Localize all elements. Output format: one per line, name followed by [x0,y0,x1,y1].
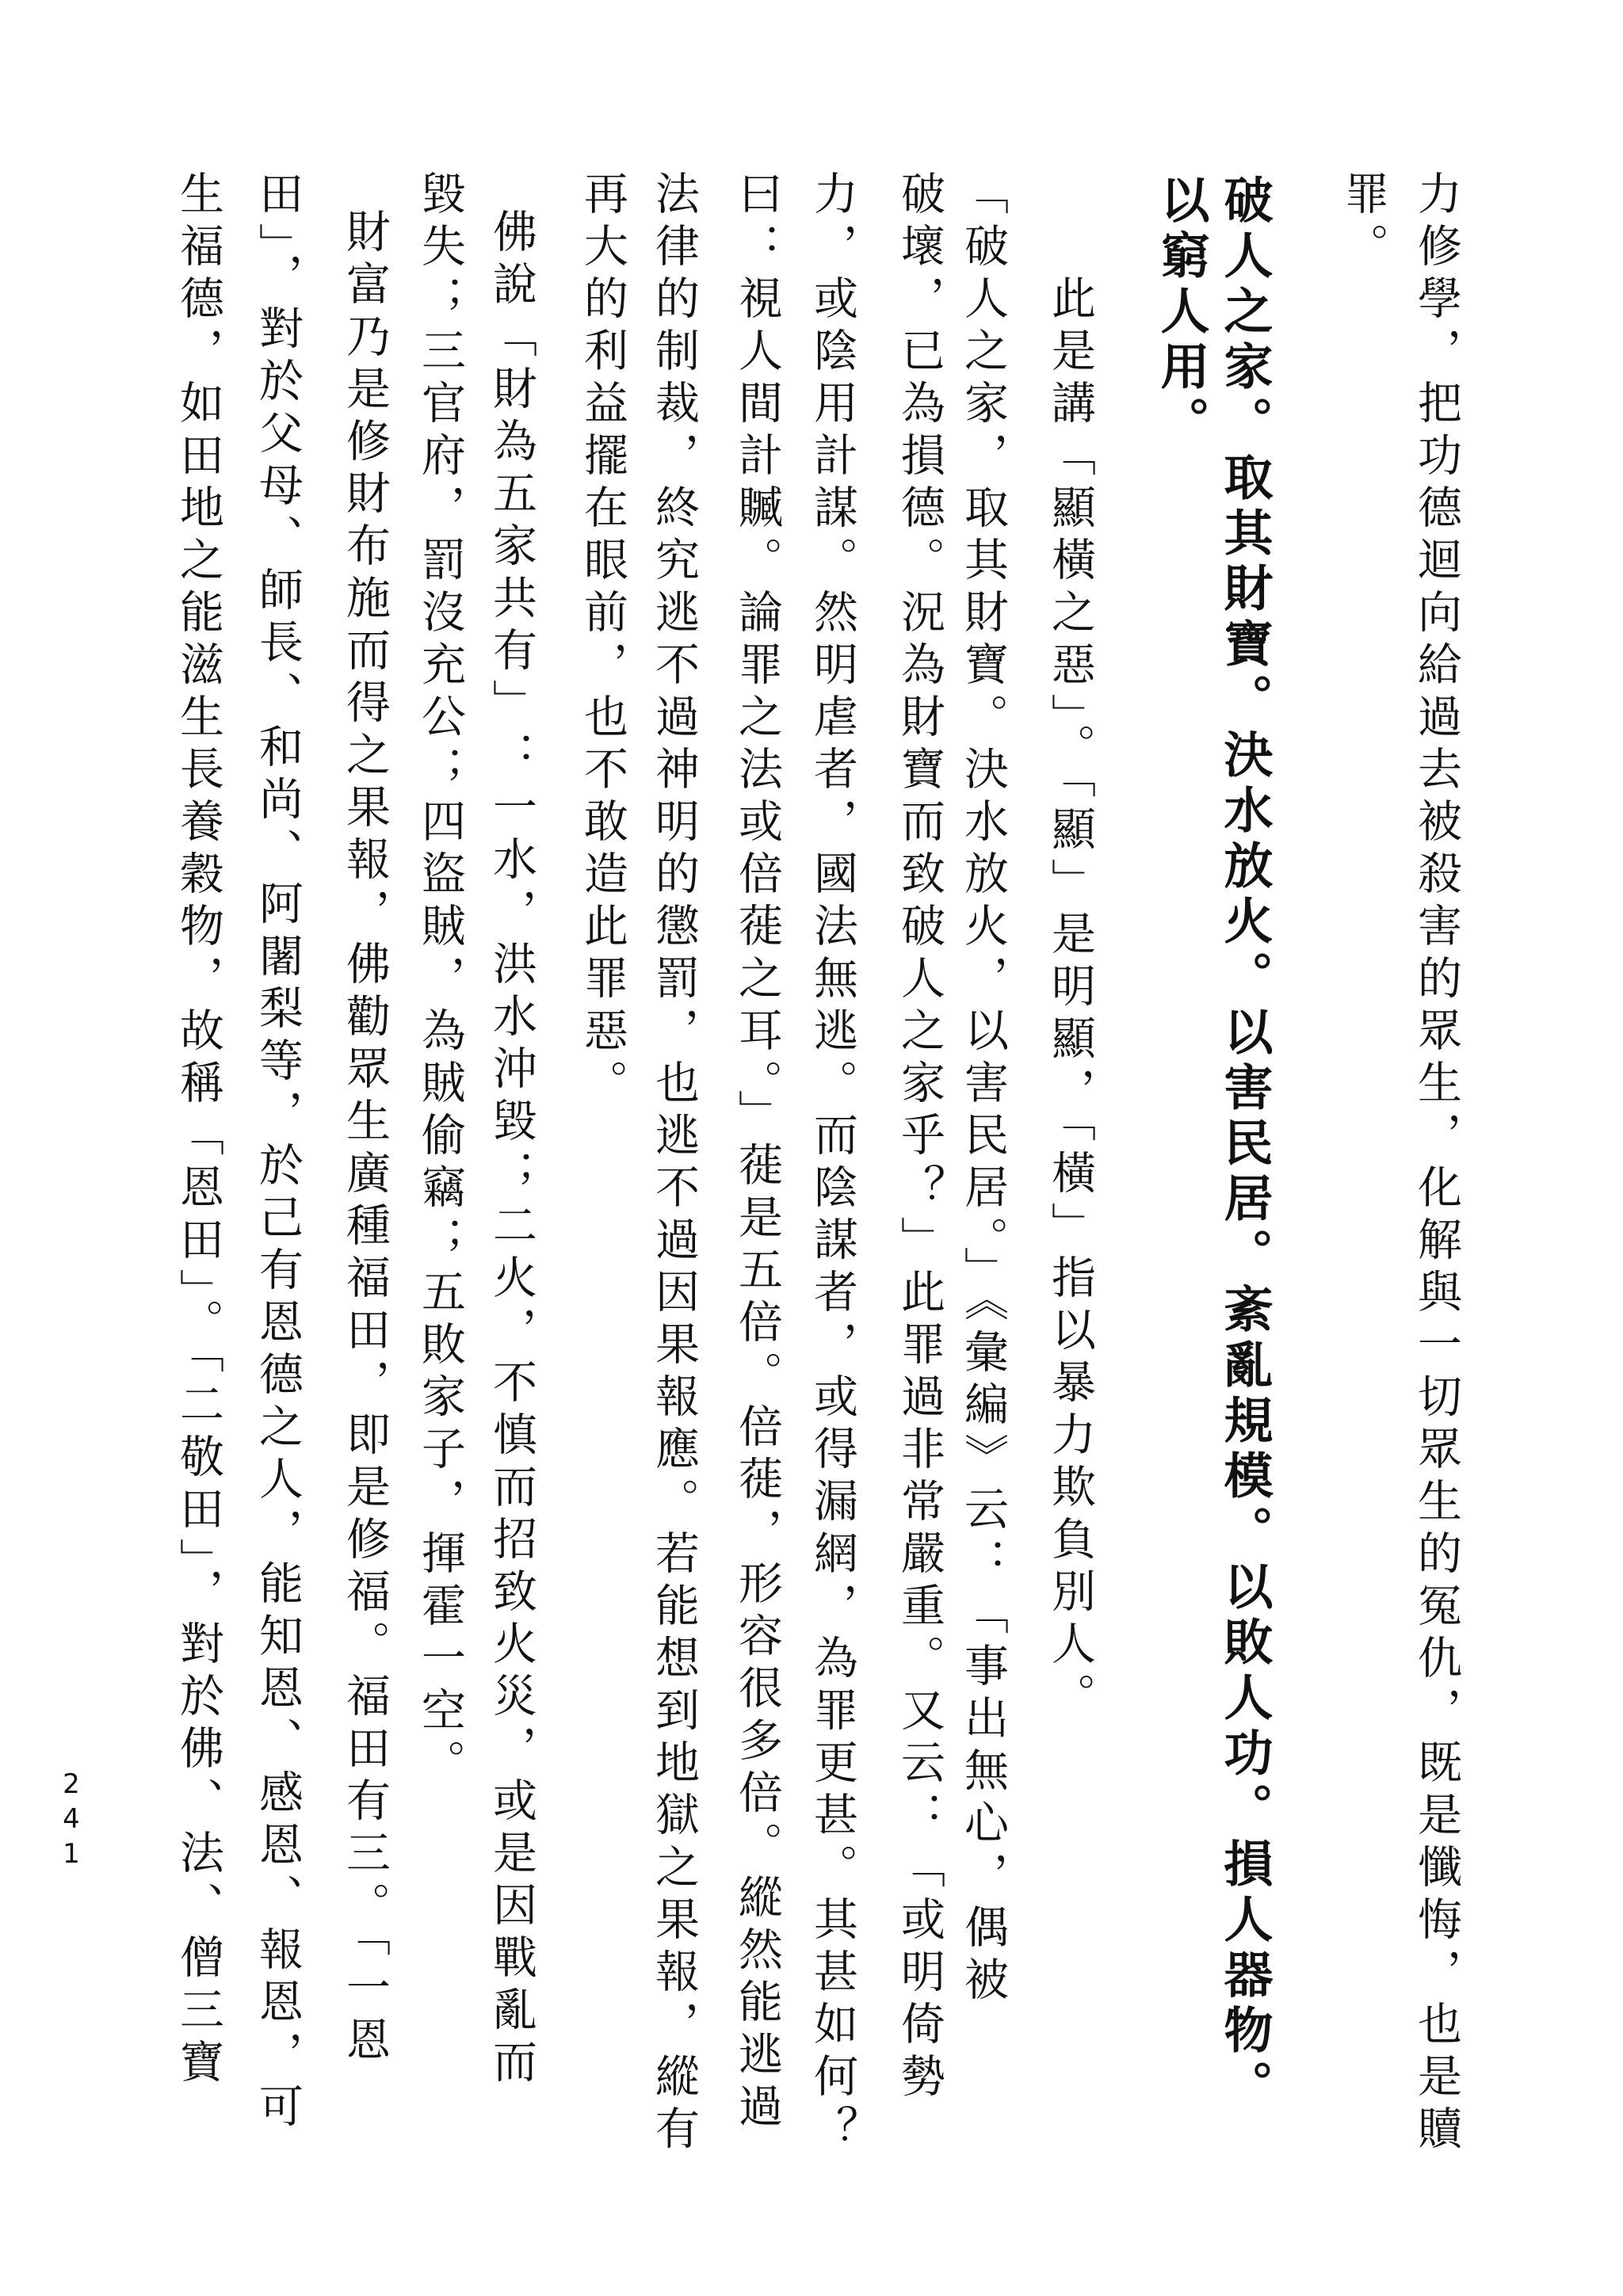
text-column-2: 罪。 [1338,170,1389,275]
commentary-column: 再大的利益擺在眼前，也不敢造此罪惡。 [577,170,628,1112]
scripture-heading-column-1: 破人之家。取其財寶。決水放火。以害民居。紊亂規模。以敗人功。損人器物。 [1216,174,1274,2115]
page-number: 241 [55,1768,87,1873]
commentary-column: 毀失；三官府，罰沒充公；四盜賊，為賊偷竊；五敗家子，揮霍一空。 [414,170,466,1791]
commentary-column: 曰：視人間計贓。論罪之法或倍蓰之耳。」蓰是五倍。倍蓰，形容很多倍。縱然能逃過 [731,170,783,2135]
commentary-column: 生福德，如田地之能滋生長養穀物，故稱「恩田」。「二敬田」，對於佛、法、僧三寶 [173,170,224,2091]
commentary-paragraph-3-start: 財富乃是修財布施而得之果報，佛勸眾生廣種福田，即是修福。福田有三。「一恩 [339,208,391,2069]
commentary-column: 法律的制裁，終究逃不過神明的懲罰，也逃不過因果報應。若能想到地獄之果報，縱有 [648,170,700,2157]
commentary-paragraph-2-start: 佛說「財為五家共有」：一水，洪水沖毀；二火，不慎而招致火災，或是因戰亂而 [486,208,537,2091]
commentary-column: 田」，對於父母、師長、和尚、阿闍梨等，於己有恩德之人，能知恩、感恩、報恩，可 [252,170,304,2135]
commentary-column: 破壞，已為損德。況為財寶而致破人之家乎？」此罪過非常嚴重。又云：「或明倚勢 [894,170,945,2105]
commentary-column: 「破人之家，取其財寶。決水放火，以害民居。」《彙編》云：「事出無心，偶被 [957,170,1009,2008]
commentary-column: 力，或陰用計謀。然明虐者，國法無逃。而陰謀者，或得漏網，為罪更甚。其甚如何？ [807,170,858,2157]
scripture-heading-column-2: 以窮人用。 [1152,174,1210,452]
commentary-paragraph-1-start: 此是講「顯橫之惡」。「顯」是明顯，「橫」指以暴力欺負別人。 [1044,275,1096,1725]
text-column-1: 力修學，把功德迴向給過去被殺害的眾生，化解與一切眾生的冤仇，既是懺悔，也是贖 [1411,170,1462,2157]
